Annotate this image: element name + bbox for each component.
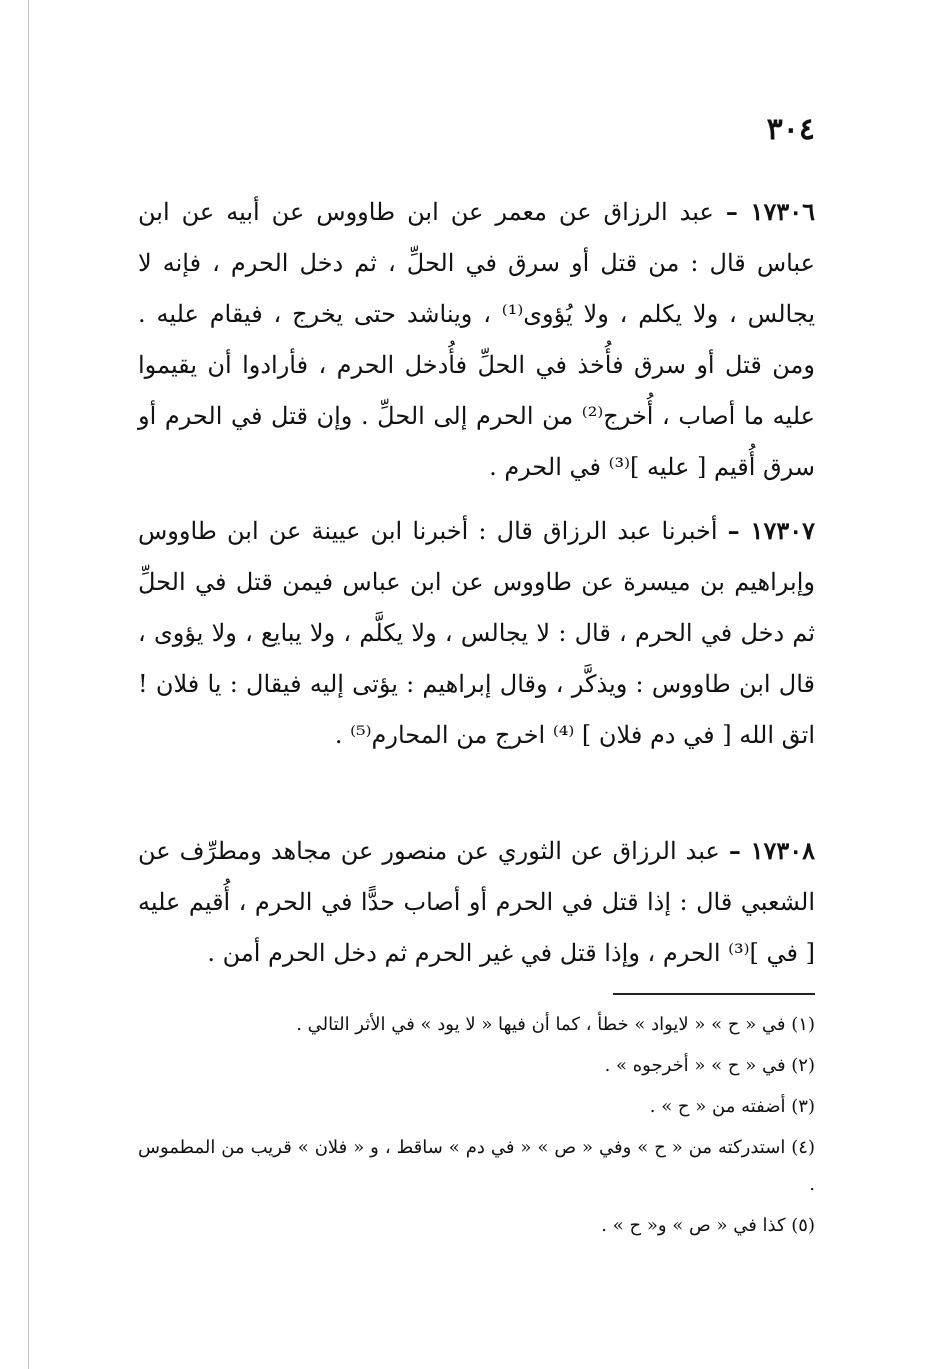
entry-text: أخبرنا عبد الرزاق قال : أخبرنا ابن عيينة عن ابن طاووس وإبراهيم بن ميسرة عن طاووس عن ابن عباس فيمن قتل في الحلِّ ثم دخل في الحرم ، قال : لا يجالس ، ولا يكلَّم ، ولا يبايع ، ولا يؤوى ، قال ابن طاووس : ويذكَّر ، وقال إبراهيم : يؤتى إليه فيقال : يا فلان ! اتق الله [ في دم فلان ] ⁽⁴⁾ اخرج من المحارم⁽⁵⁾ . [138,517,816,749]
entry-number: ١٧٣٠٨ – [728,836,816,865]
page-number: ٣٠٤ [766,112,815,147]
entry-text: عبد الرزاق عن معمر عن ابن طاووس عن أبيه عن ابن عباس قال : من قتل أو سرق في الحلِّ ، ثم دخل الحرم ، فإنه لا يجالس ، ولا يكلم ، ولا يُؤوى⁽¹⁾ ، ويناشد حتى يخرج ، فيقام عليه . ومن قتل أو سرق فأُخذ في الحلِّ فأُدخل الحرم ، فأرادوا أن يقيموا عليه ما أصاب ، أُخرج⁽²⁾ من الحرم إلى الحلِّ . وإن قتل في الحرم أو سرق أُقيم [ عليه ]⁽³⁾ في الحرم . [138,198,816,481]
page-edge-line [28,0,29,1369]
footnote: (٣) أضفته من « ح » . [649,1096,815,1117]
footnote: (١) في « ح » « لايواد » خطأ ، كما أن فيها « لا يود » في الأثر التالي . [296,1014,815,1035]
footnote: (٢) في « ح » « أخرجوه » . [604,1055,815,1076]
hadith-entry [138,186,815,493]
footnote: (٥) كذا في « ص » و« ح » . [601,1215,815,1236]
entry-number: ١٧٣٠٧ – [727,516,815,545]
footnotes-list [138,1006,815,1248]
entry-number: ١٧٣٠٦ – [725,197,815,226]
entry-text: عبد الرزاق عن الثوري عن منصور عن مجاهد ومطرِّف عن الشعبي قال : إذا قتل في الحرم أو أصاب حدًّا في الحرم ، أُقيم عليه [ في ]⁽³⁾ الحرم ، وإذا قتل في غير الحرم ثم دخل الحرم أمن . [138,837,815,967]
hadith-entry [138,825,815,979]
hadith-entry [138,505,815,761]
footnote-divider [613,993,815,995]
footnote: (٤) استدركته من « ح » وفي « ص » « في دم » ساقط ، و « فلان » قريب من المطموس . [138,1137,815,1195]
